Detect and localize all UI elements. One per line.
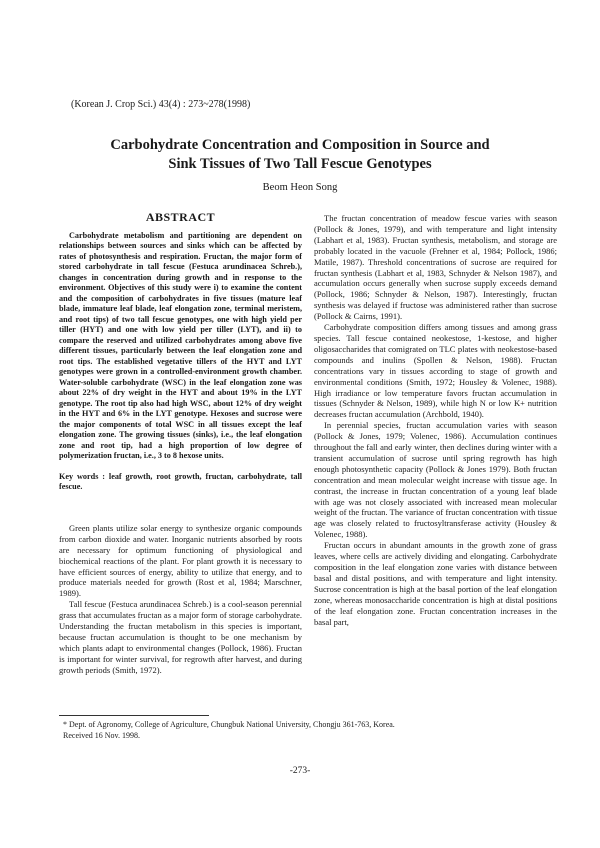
body-paragraph: In perennial species, fructan accumulation varies with season (Pollock & Jones, 1979; Volenec, 1986). Accumulation continues throughout the fall and early winter, then declines during winter with a transient accumulation of sucrose until spring regrowth has high enough photosynthetic capacity (Pollock & Jones 1979). Both fructan concentration and mean molecular weight increase with tissue age. In contrast, the increase in fructan concentration of a young leaf blade with age was not closely associated with increased mean molecular weight of the fructan. The variance of fructan concentration with tissue age was closely related to fructosyltransferase activity (Housley & Volenec, 1988).: [314, 420, 557, 540]
page-number: -273-: [289, 766, 311, 776]
footnote-divider: [59, 715, 209, 716]
keywords: Key words : leaf growth, root growth, fructan, carbohydrate, tall fescue.: [59, 471, 302, 492]
title-line-2: Sink Tissues of Two Tall Fescue Genotypes: [168, 156, 432, 172]
author-name: Beom Heon Song: [262, 182, 338, 193]
abstract-heading: ABSTRACT: [145, 210, 216, 224]
journal-citation: (Korean J. Crop Sci.) 43(4) : 273~278(1998): [71, 99, 251, 110]
footnotes: [63, 719, 395, 741]
body-paragraph: Fructan occurs in abundant amounts in the growth zone of grass leaves, where cells are actively dividing and elongating. Carbohydrate composition in the leaf elongation zone varies with distance between basal and distal positions, and with temperature and light intensity. Sucrose concentration is high at the basal portion of the leaf elongation zone, whereas monosaccharide concentration is high at distal positions of the leaf elongation zone. Fructan concentration increases in the basal part,: [314, 540, 557, 627]
left-column: [59, 212, 302, 676]
left-body: [59, 523, 302, 676]
title-line-1: Carbohydrate Concentration and Composition in Source and: [110, 137, 490, 153]
footnote-affiliation: * Dept. of Agronomy, College of Agriculture, Chungbuk National University, Chongju 361-763, Korea.: [63, 720, 395, 729]
right-column: [314, 213, 557, 627]
body-paragraph: Green plants utilize solar energy to synthesize organic compounds from carbon dioxide and water. Inorganic nutrients absorbed by roots are necessary for optimum functioning of physiological and biochemical reactions of the plant. For plant growth it is necessary to have efficient sources of energy, ability to utilize that energy, and to produce materials needed for growth (Rost et al, 1984; Marschner, 1989).: [59, 522, 302, 599]
abstract-text: Carbohydrate metabolism and partitioning are dependent on relationships between sources and sinks which can be affected by rates of photosynthesis and respiration. Fructan, the major form of stored carbohydrate in tall fescue (Festuca arundinacea Schreb.), changes in concentration during growth and in response to the environment. Objectives of this study were i) to examine the content and the composition of carbohydrates in five tissues (mature leaf blade, immature leaf blade, leaf elongation zone, terminal meristem, and root tips) of two tall fescue genotypes, one with high yield per tiller (HYT) and one with low yield per tiller (LYT), and ii) to compare the reserved and utilized carbohydrates among above five different tissues, particularly between the leaf elongation zone and root tips. The established vegetative tillers of the HYT and LYT genotypes were grown in a controlled-environment growth chamber. Water-soluble carbohydrate (WSC) in the leaf elongation zone was about 22% of dry weight in the HYT and about 19% in the LYT genotype. The root tip also had high WSC, about 12% of dry weight in the HYT and 6% in the LYT genotype. Hexoses and sucrose were the major components of total WSC in all tissues except the leaf elongation zone. The growing tissues (sinks), i.e., the leaf elongation zone and root tip, had a high proportion of low degree of polymerization fructan, i.e., 3 to 8 hexose units.: [59, 230, 302, 461]
body-paragraph: Tall fescue (Festuca arundinacea Schreb.) is a cool-season perennial grass that accumulates fructan as a major form of storage carbohydrate. Understanding the fructan metabolism in this species is important, because fructan accumulation is thought to be one mechanism by which plants adapt to environmental changes (Pollock, 1986). Fructan is important for winter survival, for regrowth after harvest, and during growth periods (Smith, 1972).: [59, 599, 302, 675]
paper-title: [60, 136, 540, 174]
body-paragraph: Carbohydrate composition differs among tissues and among grass species. Tall fescue contained neokestose, 1-kestose, and higher oligosaccharides that comigrated on TLC plates with neokestose-based compounds and inulins (Spollen & Nelson, 1988). Fructan concentrations vary in tissues according to stage of growth and environmental conditions (Smith, 1972; Housley & Volenec, 1988). High irradiance or low temperature favors fructan accumulation in tissues (Schnyder & Nelson, 1989), while high N or low K+ nutrition decreases fructan accumulation (Archbold, 1940).: [314, 322, 557, 420]
footnote-received: Received 16 Nov. 1998.: [63, 731, 141, 740]
body-paragraph: The fructan concentration of meadow fescue varies with season (Pollock & Jones, 1979), and with temperature and light intensity (Labhart et al, 1983). Fructan synthesis, metabolism, and storage are probably located in the vacuole (Frehner et al, 1984; Pollock, 1986; Matile, 1987). Threshold concentrations of sucrose are required for fructan synthesis (Labhart et al, 1983, Schnyder & Nelson 1987), and accumulation occurs generally when sucrose supply exceeds demand (Pollock, 1986; Schnyder & Nelson, 1987). Interestingly, fructan synthesis was delayed if fructose was administered rather than sucrose (Pollock & Cairns, 1991).: [314, 213, 557, 322]
